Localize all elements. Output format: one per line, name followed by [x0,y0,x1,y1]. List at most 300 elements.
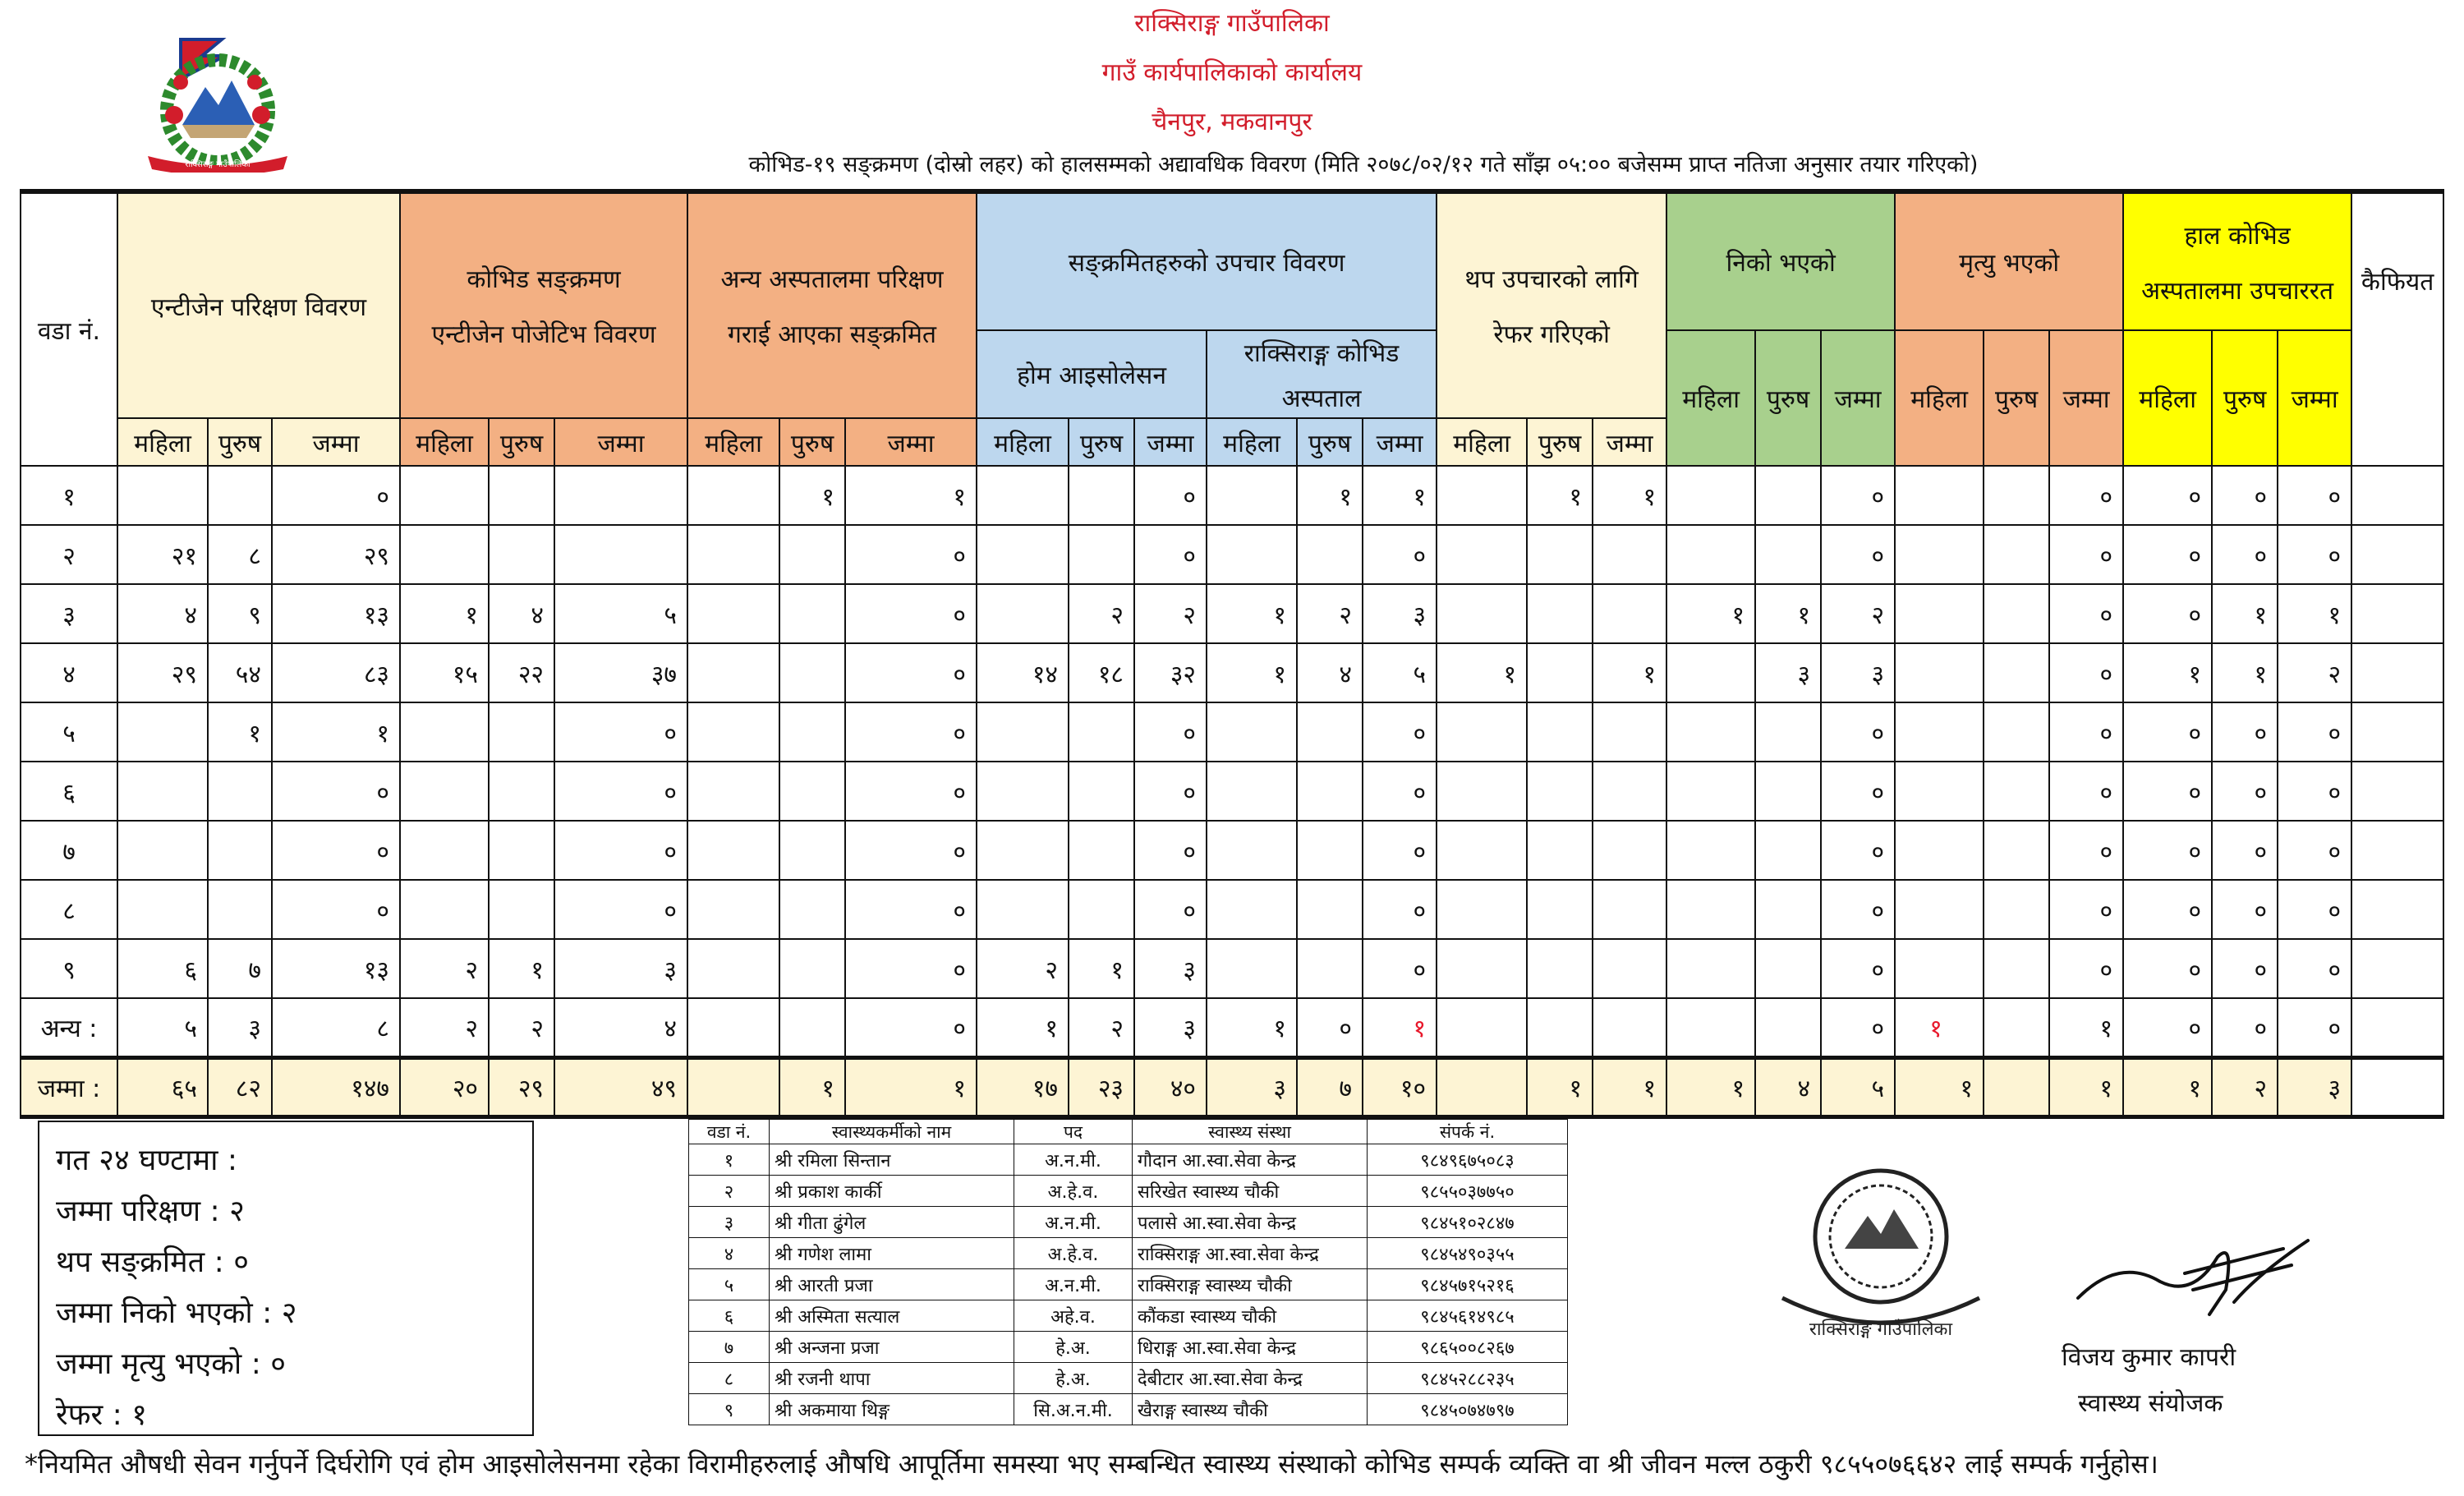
data-cell [687,584,779,643]
data-cell: २० [400,1057,489,1116]
data-cell [977,466,1069,525]
staff-cell: राक्सिराङ्ग आ.स्वा.सेवा केन्द्र [1133,1238,1368,1269]
data-cell [1437,762,1527,821]
data-cell [1207,466,1297,525]
data-cell: ० [2123,466,2212,525]
data-cell: १ [1666,1057,1755,1116]
data-cell: १ [1207,584,1297,643]
data-cell: ० [2278,998,2351,1057]
sub-male: पुरुष [208,418,272,466]
data-cell: १ [2049,998,2123,1057]
data-cell: ० [845,762,977,821]
data-cell [400,821,489,880]
data-cell [1527,998,1593,1057]
ward-cell: ४ [21,643,117,702]
staff-cell: ९८४५६१४९८५ [1368,1300,1568,1332]
data-cell [1069,880,1134,939]
sub-total: जम्मा [2278,330,2351,466]
data-cell [1895,643,1984,702]
staff-cell: अ.हे.व. [1014,1176,1133,1207]
data-cell: ० [845,643,977,702]
staff-cell: श्री गणेश लामा [770,1238,1014,1269]
data-cell [977,821,1069,880]
data-cell: ० [845,584,977,643]
staff-cell: १ [689,1144,770,1176]
footer-note: *नियमित औषधी सेवन गर्नुपर्ने दिर्घरोगि एवं होम आइसोलेसनमा रहेका विरामीहरुलाई औषधि आपूर्तिमा समस्या भए सम्बन्धित स्वास्थ्य संस्थाको कोभिड सम्पर्क व्यक्ति वा श्री जीवन मल्ल ठकुरी ९८५५०७६६४२ लाई सम्पर्क गर्नुहोस। [25,1448,2158,1480]
data-cell: ० [1363,939,1437,998]
staff-cell: ९८४५७१५२१६ [1368,1269,1568,1300]
data-cell: ० [2212,525,2278,584]
health-worker-table [688,1119,1568,1425]
staff-cell: श्री अन्जना प्रजा [770,1332,1014,1363]
data-cell: ० [1363,821,1437,880]
data-cell: ० [2049,643,2123,702]
data-cell [1297,702,1363,762]
data-cell: ० [554,821,687,880]
staff-cell: हे.अ. [1014,1363,1133,1394]
data-cell [1437,821,1527,880]
data-cell [1527,821,1593,880]
staff-cell: श्री रजनी थापा [770,1363,1014,1394]
data-cell: ० [2123,525,2212,584]
data-cell: ० [2212,821,2278,880]
data-cell: १ [1895,998,1984,1057]
data-cell [779,880,845,939]
data-cell [1207,702,1297,762]
data-cell: २ [2212,1057,2278,1116]
data-cell [1437,880,1527,939]
municipality-emblem-icon [123,33,312,173]
data-cell: १३ [272,939,400,998]
last24-title: गत २४ घण्टामा : [56,1144,237,1177]
data-cell: ० [2123,880,2212,939]
data-cell: ० [1821,939,1895,998]
remarks-header: कैफियत [2351,191,2443,466]
data-cell: ० [272,762,400,821]
data-cell: १ [977,998,1069,1057]
data-cell [1297,880,1363,939]
data-cell: १ [2212,643,2278,702]
data-cell: ३७ [554,643,687,702]
data-cell: ० [1134,821,1207,880]
data-cell: ० [2212,466,2278,525]
remarks-cell [2351,466,2443,525]
ward-cell: ३ [21,584,117,643]
data-cell: ४ [489,584,554,643]
staff-cell: देबीटार आ.स्वा.सेवा केन्द्र [1133,1363,1368,1394]
data-cell: २ [2278,643,2351,702]
data-cell: ० [1363,762,1437,821]
data-cell [400,762,489,821]
data-cell [1755,939,1821,998]
sub-male: पुरुष [1755,330,1821,466]
data-cell: ० [1821,880,1895,939]
data-cell: ० [1134,880,1207,939]
sub-female: महिला [1895,330,1984,466]
data-cell [1437,466,1527,525]
current-treatment-header: हाल कोभिड अस्पतालमा उपचाररत [2123,191,2351,330]
data-cell: १ [1207,643,1297,702]
data-cell [687,762,779,821]
data-cell: ० [1134,762,1207,821]
staff-cell: श्री गीता ढुंगेल [770,1207,1014,1238]
data-cell: ० [2278,762,2351,821]
data-cell [687,702,779,762]
remarks-cell [2351,880,2443,939]
data-cell [400,525,489,584]
data-cell: १ [1207,998,1297,1057]
data-cell: ३ [208,998,272,1057]
staff-header: स्वास्थ्यकर्मीको नाम [770,1120,1014,1144]
staff-cell: ९८४५२८८२३५ [1368,1363,1568,1394]
data-cell [400,702,489,762]
staff-cell: खैराङ्ग स्वास्थ्य चौकी [1133,1394,1368,1425]
data-cell: १ [489,939,554,998]
data-cell [977,762,1069,821]
staff-cell: राक्सिराङ्ग स्वास्थ्य चौकी [1133,1269,1368,1300]
data-cell: ३ [1134,939,1207,998]
data-cell [687,1057,779,1116]
data-cell: २ [1297,584,1363,643]
data-cell: ० [1821,821,1895,880]
staff-cell: ६ [689,1300,770,1332]
data-cell [687,466,779,525]
data-cell: २ [1069,584,1134,643]
signatory-title: स्वास्थ्य संयोजक [2078,1389,2223,1418]
data-cell [1984,584,2049,643]
data-cell: २१ [117,525,208,584]
data-cell [1755,762,1821,821]
data-cell [977,525,1069,584]
remarks-cell [2351,1057,2443,1116]
data-cell [489,821,554,880]
data-cell: ० [1363,525,1437,584]
data-cell: ० [2212,939,2278,998]
data-cell [1895,466,1984,525]
data-cell: २ [1069,998,1134,1057]
data-cell [1984,1057,2049,1116]
data-cell [1437,584,1527,643]
data-cell: १ [1363,466,1437,525]
data-cell: १ [2123,1057,2212,1116]
data-cell [1297,762,1363,821]
ward-cell: अन्य : [21,998,117,1057]
data-cell [117,880,208,939]
staff-cell: कौंकडा स्वास्थ्य चौकी [1133,1300,1368,1332]
data-cell [1984,643,2049,702]
sub-total: जम्मा [1363,418,1437,466]
data-cell [687,525,779,584]
staff-cell: हे.अ. [1014,1332,1133,1363]
data-cell: १ [272,702,400,762]
data-cell: १४७ [272,1057,400,1116]
sub-male: पुरुष [1069,418,1134,466]
staff-cell: ९ [689,1394,770,1425]
data-cell: ० [2049,584,2123,643]
data-cell: २ [1821,584,1895,643]
staff-cell: ७ [689,1332,770,1363]
data-cell: १ [779,466,845,525]
referral-header: थप उपचारको लागि रेफर गरिएको [1437,191,1666,418]
data-cell [687,998,779,1057]
data-cell [1895,880,1984,939]
last24-recovered: जम्मा निको भएको : २ [56,1296,297,1330]
data-cell [1527,643,1593,702]
data-cell: १ [779,1057,845,1116]
staff-cell: पलासे आ.स्वा.सेवा केन्द्र [1133,1207,1368,1238]
recovered-header: निको भएको [1666,191,1895,330]
data-cell [554,466,687,525]
svg-text:राक्सिराङ्ग गाउँपालिका: राक्सिराङ्ग गाउँपालिका [185,160,251,169]
data-cell: ० [2278,525,2351,584]
sub-male: पुरुष [779,418,845,466]
data-cell: ० [1363,702,1437,762]
data-cell: ० [2212,762,2278,821]
data-cell: ० [272,821,400,880]
last-24-hours-box [38,1121,534,1436]
sub-female: महिला [1207,418,1297,466]
staff-cell: श्री आरती प्रजा [770,1269,1014,1300]
data-cell: १ [1593,1057,1666,1116]
staff-cell: सरिखेत स्वास्थ्य चौकी [1133,1176,1368,1207]
data-cell [1984,821,2049,880]
data-cell [1593,584,1666,643]
data-cell [208,880,272,939]
sub-male: पुरुष [1527,418,1593,466]
data-cell: १ [2278,584,2351,643]
sub-total: जम्मा [1134,418,1207,466]
staff-header: संपर्क नं. [1368,1120,1568,1144]
sub-female: महिला [977,418,1069,466]
data-cell [1207,762,1297,821]
data-cell [1666,939,1755,998]
staff-cell: ३ [689,1207,770,1238]
staff-cell: श्री अकमाया थिङ्ग [770,1394,1014,1425]
data-cell [779,998,845,1057]
data-cell: ४ [117,584,208,643]
data-cell: २९ [489,1057,554,1116]
antigen-test-header: एन्टीजेन परिक्षण विवरण [117,191,400,418]
sub-total: जम्मा [1821,330,1895,466]
data-cell: २ [400,939,489,998]
data-cell [1755,466,1821,525]
data-cell: ७ [1297,1057,1363,1116]
staff-cell: श्री अस्मिता सत्याल [770,1300,1014,1332]
data-cell [1437,702,1527,762]
remarks-cell [2351,998,2443,1057]
data-cell: ८२ [208,1057,272,1116]
data-cell [489,880,554,939]
data-cell: ० [554,702,687,762]
data-cell: ० [2123,702,2212,762]
ward-cell: ५ [21,702,117,762]
sub-total: जम्मा [1593,418,1666,466]
data-cell [400,880,489,939]
staff-cell: ९८४५१०२८४७ [1368,1207,1568,1238]
data-cell [1755,998,1821,1057]
data-cell: १ [1437,643,1527,702]
data-cell: ० [2278,702,2351,762]
data-cell [1895,584,1984,643]
staff-header: पद [1014,1120,1133,1144]
data-cell: १ [1527,1057,1593,1116]
signatory-name: विजय कुमार कापरी [2062,1343,2236,1372]
ward-cell: ७ [21,821,117,880]
data-cell [1527,702,1593,762]
data-cell [117,702,208,762]
staff-cell: ९८४५४९०३५५ [1368,1238,1568,1269]
data-cell: ० [1821,525,1895,584]
data-cell [1895,702,1984,762]
data-cell [1984,525,2049,584]
data-cell: ८ [272,998,400,1057]
staff-header: वडा नं. [689,1120,770,1144]
data-cell: १ [1363,998,1437,1057]
data-cell: १ [2212,584,2278,643]
data-cell: ० [2212,880,2278,939]
data-cell [117,821,208,880]
data-cell [1069,762,1134,821]
staff-cell: ८ [689,1363,770,1394]
data-cell: ० [554,880,687,939]
staff-cell: गौदान आ.स्वा.सेवा केन्द्र [1133,1144,1368,1176]
data-cell [1527,880,1593,939]
data-cell: २ [977,939,1069,998]
data-cell: ९ [208,584,272,643]
ward-cell: जम्मा : [21,1057,117,1116]
data-cell [208,466,272,525]
data-cell: १८ [1069,643,1134,702]
data-cell: ४९ [554,1057,687,1116]
remarks-cell [2351,762,2443,821]
data-cell: ३ [554,939,687,998]
office-name: गाउँ कार्यपालिकाको कार्यालय [1101,58,1363,87]
data-cell [1755,821,1821,880]
data-cell: ० [1134,525,1207,584]
data-cell [1527,525,1593,584]
data-cell: १३ [272,584,400,643]
data-cell: ० [554,762,687,821]
data-cell: ४ [1755,1057,1821,1116]
data-cell [1666,466,1755,525]
data-cell: ० [2049,525,2123,584]
ward-cell: ८ [21,880,117,939]
sub-female: महिला [1437,418,1527,466]
data-cell [1207,821,1297,880]
data-cell: १ [2123,643,2212,702]
report-title: कोभिड-१९ सङ्क्रमण (दोस्रो लहर) को हालसम्मको अद्यावधिक विवरण (मिति २०७८/०२/१२ गते साँझ ०५:०० बजेसम्म प्राप्त नतिजा अनुसार तयार गरिएको) [748,152,1979,177]
remarks-cell [2351,584,2443,643]
data-cell [779,525,845,584]
data-cell: ६५ [117,1057,208,1116]
data-cell: ० [2123,821,2212,880]
data-cell: ५ [1363,643,1437,702]
staff-cell: ९८५५०३७७५० [1368,1176,1568,1207]
data-cell: १ [845,1057,977,1116]
data-cell: २ [400,998,489,1057]
staff-cell: सि.अ.न.मी. [1014,1394,1133,1425]
svg-text:राक्सिराङ्ग गाउँपालिका: राक्सिराङ्ग गाउँपालिका [1809,1319,1953,1340]
staff-cell: अ.हे.व. [1014,1238,1133,1269]
ward-cell: १ [21,466,117,525]
data-cell: २२ [489,643,554,702]
data-cell: १ [1593,643,1666,702]
data-cell [1593,998,1666,1057]
staff-cell: २ [689,1176,770,1207]
data-cell [1895,939,1984,998]
data-cell: ३ [1134,998,1207,1057]
data-cell [117,466,208,525]
data-cell [1666,762,1755,821]
data-cell [1069,466,1134,525]
sub-female: महिला [687,418,779,466]
data-cell [1984,880,2049,939]
data-cell: ८३ [272,643,400,702]
data-cell [1297,939,1363,998]
data-cell [977,702,1069,762]
data-cell: १ [1755,584,1821,643]
remarks-cell [2351,643,2443,702]
data-cell: ३ [1821,643,1895,702]
data-cell: ० [1821,762,1895,821]
remarks-cell [2351,702,2443,762]
data-cell [977,880,1069,939]
data-cell: ० [2049,762,2123,821]
ward-cell: ६ [21,762,117,821]
data-cell [1593,525,1666,584]
data-cell: २३ [1069,1057,1134,1116]
data-cell: ० [2278,939,2351,998]
data-cell: १० [1363,1057,1437,1116]
data-cell: ० [2123,939,2212,998]
data-cell [489,702,554,762]
data-cell: ० [2278,880,2351,939]
data-cell [1207,880,1297,939]
data-cell: ० [1821,702,1895,762]
data-cell [1666,821,1755,880]
data-cell [1895,762,1984,821]
covid-infection-header: कोभिड सङ्क्रमण एन्टीजेन पोजेटिभ विवरण [400,191,687,418]
data-cell: ० [272,466,400,525]
sub-male: पुरुष [489,418,554,466]
data-cell: ० [1363,880,1437,939]
data-cell [1666,998,1755,1057]
municipality-name: राक्सिराङ्ग गाउँपालिका [1134,9,1330,38]
sub-total: जम्मा [554,418,687,466]
last24-deaths: जम्मा मृत्यु भएको : ० [56,1347,286,1381]
home-isolation-header: होम आइसोलेसन [977,330,1207,418]
remarks-cell [2351,939,2443,998]
staff-cell: अहे.व. [1014,1300,1133,1332]
other-hospital-header: अन्य अस्पतालमा परिक्षण गराई आएका सङ्क्रमित [687,191,977,418]
data-cell [1666,702,1755,762]
data-cell [1207,525,1297,584]
data-cell [1666,525,1755,584]
data-cell [1527,939,1593,998]
staff-header: स्वास्थ्य संस्था [1133,1120,1368,1144]
data-cell [1437,1057,1527,1116]
data-cell: १ [2049,1057,2123,1116]
data-cell: ० [2049,702,2123,762]
sub-total: जम्मा [272,418,400,466]
data-cell: १४ [977,643,1069,702]
data-cell: ० [845,939,977,998]
data-cell: ७ [208,939,272,998]
staff-cell: ४ [689,1238,770,1269]
data-cell [1984,466,2049,525]
last24-referred: रेफर : १ [56,1398,147,1432]
data-cell [1895,821,1984,880]
